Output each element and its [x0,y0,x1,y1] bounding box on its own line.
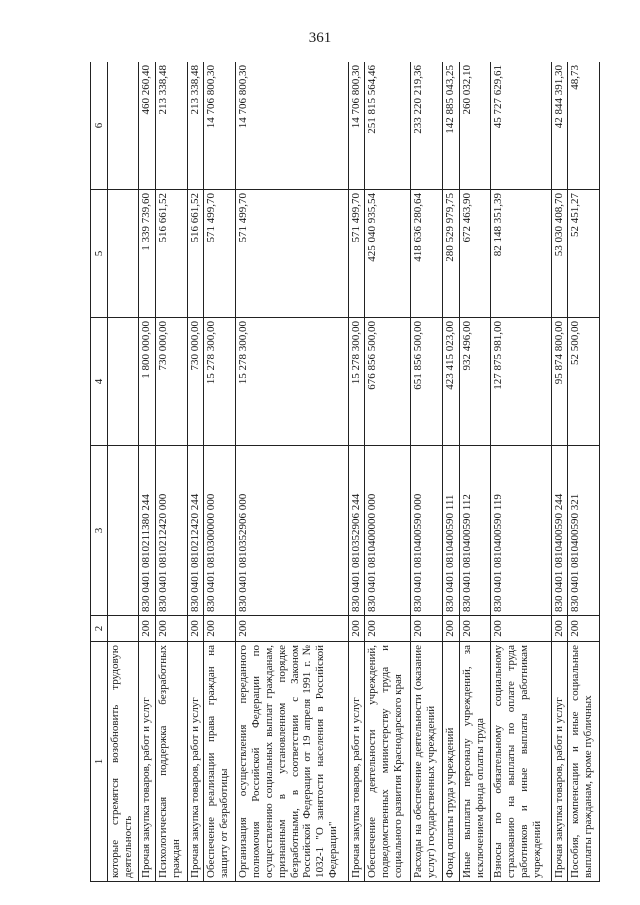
table-cell-desc: Обеспечение деятельности учреждений, подведомственных министерству труда и социального развития Краснодарского края [365,642,411,882]
table-cell-c5: 53 030 408,70 [551,190,568,318]
table-cell-c3: 830 0401 0810352906 000 [235,446,348,616]
table-cell-c2: 200 [187,616,204,642]
budget-table [90,62,600,882]
table-row [551,62,568,882]
table-cell-c3: 830 0401 0810400590 112 [459,446,490,616]
table-cell-c4: 676 856 500,00 [365,318,411,446]
table-cell-c2: 200 [365,616,411,642]
table-cell-c3: 830 0401 0810400590 000 [411,446,442,616]
table-cell-c3: 830 0401 0810212420 000 [156,446,187,616]
column-header: 2 [91,616,108,642]
table-cell-c3: 830 0401 0810400000 000 [365,446,411,616]
table-cell-c3: 830 0401 0810400590 321 [568,446,600,616]
table-row [156,62,187,882]
table-row [568,62,600,882]
table-cell-c5: 82 148 351,39 [490,190,551,318]
table-cell-c2: 200 [348,616,365,642]
table-cell-desc: Расходы на обеспечение деятельности (оказание услуг) государственных учреждений [411,642,442,882]
table-cell-c6: 251 815 564,46 [365,62,411,190]
rotated-table-area [90,62,600,882]
table-cell-c5: 425 040 935,54 [365,190,411,318]
table-cell-c2: 200 [235,616,348,642]
table-cell-c2: 200 [139,616,156,642]
table-cell-c5: 280 529 979,75 [442,190,459,318]
table-cell-c6: 213 338,48 [187,62,204,190]
table-cell-c4 [108,318,139,446]
table-cell-c2: 200 [442,616,459,642]
table-row [108,62,139,882]
table-cell-c5: 571 499,70 [204,190,235,318]
table-cell-c4: 95 874 800,00 [551,318,568,446]
table-cell-c2: 200 [411,616,442,642]
table-cell-c6: 45 727 629,61 [490,62,551,190]
table-row [490,62,551,882]
table-cell-c5: 516 661,52 [156,190,187,318]
table-cell-c4: 127 875 981,00 [490,318,551,446]
column-header: 1 [91,642,108,882]
table-cell-c3: 830 0401 0810300000 000 [204,446,235,616]
table-cell-c6: 14 706 800,30 [204,62,235,190]
table-cell-c4: 730 000,00 [156,318,187,446]
table-row [235,62,348,882]
table-cell-c4: 730 000,00 [187,318,204,446]
table-cell-c6: 42 844 391,30 [551,62,568,190]
column-header: 3 [91,446,108,616]
table-row [348,62,365,882]
table-cell-c4: 15 278 300,00 [204,318,235,446]
table-cell-c4: 651 856 500,00 [411,318,442,446]
table-cell-desc: которые стремятся возобновить трудовую деятельность [108,642,139,882]
table-cell-desc: Организация осуществления переданного полномочия Российской Федерации по осуществлению социальных выплат гражданам, признанным в установленном порядке безработными, в соответствии с Законом Российской Федерации от 19 апреля 1991 г. № 1032-1 "О занятости населения в Российской Федерации" [235,642,348,882]
table-cell-c5 [108,190,139,318]
table-cell-c3: 830 0401 0810400590 111 [442,446,459,616]
table-cell-c2: 200 [551,616,568,642]
column-header: 4 [91,318,108,446]
table-cell-c2: 200 [459,616,490,642]
table-cell-c4: 932 496,00 [459,318,490,446]
table-cell-c6: 142 885 043,25 [442,62,459,190]
table-cell-c4: 15 278 300,00 [348,318,365,446]
table-cell-c4: 1 800 000,00 [139,318,156,446]
table-cell-c6 [108,62,139,190]
table-row [204,62,235,882]
table-cell-c3: 830 0401 0810400590 119 [490,446,551,616]
rotated-table-container [90,62,600,882]
table-cell-desc: Прочая закупка товаров, работ и услуг [551,642,568,882]
table-cell-c5: 516 661,52 [187,190,204,318]
table-row [459,62,490,882]
table-cell-c2: 200 [490,616,551,642]
table-cell-c4: 15 278 300,00 [235,318,348,446]
table-cell-c6: 14 706 800,30 [235,62,348,190]
table-cell-c3: 830 0401 0810212420 244 [187,446,204,616]
table-cell-c2: 200 [156,616,187,642]
table-cell-desc: Иные выплаты персоналу учреждений, за исключением фонда оплаты труда [459,642,490,882]
table-cell-desc: Прочая закупка товаров, работ и услуг [187,642,204,882]
column-header: 5 [91,190,108,318]
table-cell-desc: Пособия, компенсации и иные социальные выплаты гражданам, кроме публичных [568,642,600,882]
table-row [139,62,156,882]
table-cell-c2 [108,616,139,642]
table-cell-desc: Обеспечение реализации права граждан на защиту от безработицы [204,642,235,882]
table-cell-c5: 571 499,70 [348,190,365,318]
table-cell-c4: 423 415 023,00 [442,318,459,446]
table-cell-c3: 830 0401 0810400590 244 [551,446,568,616]
table-cell-c3: 830 0401 0810211380 244 [139,446,156,616]
table-cell-c5: 1 339 739,60 [139,190,156,318]
table-cell-c6: 213 338,48 [156,62,187,190]
table-cell-c5: 418 636 280,64 [411,190,442,318]
table-cell-c6: 233 220 219,36 [411,62,442,190]
table-cell-c5: 571 499,70 [235,190,348,318]
table-cell-c6: 260 032,10 [459,62,490,190]
table-row [365,62,411,882]
table-cell-c6: 48,73 [568,62,600,190]
table-cell-c2: 200 [568,616,600,642]
table-cell-c3: 830 0401 0810352906 244 [348,446,365,616]
table-cell-desc: Фонд оплаты труда учреждений [442,642,459,882]
table-cell-desc: Психологическая поддержка безработных граждан [156,642,187,882]
table-row [187,62,204,882]
table-cell-c5: 52 451,27 [568,190,600,318]
table-cell-c6: 460 260,40 [139,62,156,190]
table-row [411,62,442,882]
table-cell-c5: 672 463,90 [459,190,490,318]
column-header: 6 [91,62,108,190]
table-cell-c2: 200 [204,616,235,642]
table-row [442,62,459,882]
table-cell-c3 [108,446,139,616]
table-cell-c6: 14 706 800,30 [348,62,365,190]
table-header-row [91,62,108,882]
page-number: 361 [308,30,332,46]
table-cell-c4: 52 500,00 [568,318,600,446]
table-cell-desc: Взносы по обязательному социальному страхованию на выплаты по оплате труда работников и иные выплаты работникам учреждений [490,642,551,882]
table-cell-desc: Прочая закупка товаров, работ и услуг [139,642,156,882]
table-cell-desc: Прочая закупка товаров, работ и услуг [348,642,365,882]
